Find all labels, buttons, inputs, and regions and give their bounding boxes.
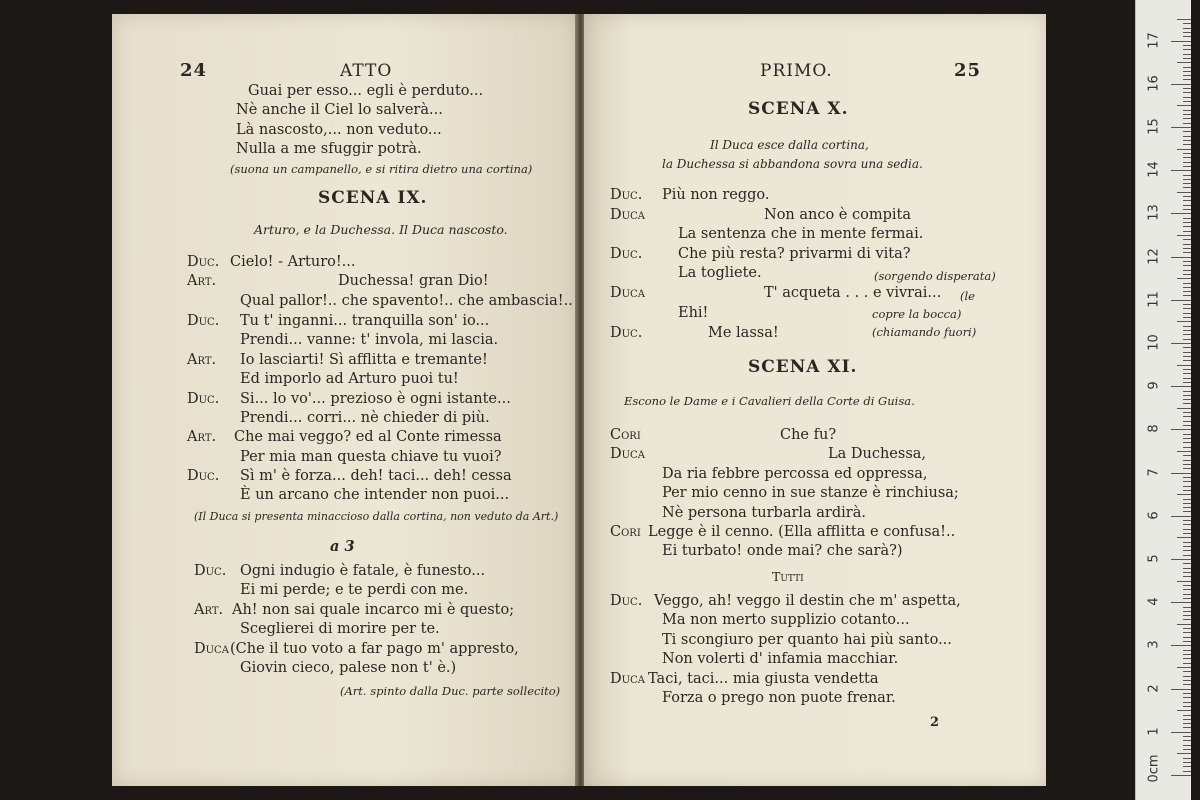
ruler-number: 1 bbox=[1146, 727, 1162, 736]
ruler-tick bbox=[1183, 283, 1191, 284]
ruler-tick bbox=[1183, 166, 1191, 167]
ruler-tick bbox=[1183, 131, 1191, 132]
dialogue-line: Sì m' è forza... deh! taci... deh! cessa bbox=[240, 468, 512, 484]
ruler-tick bbox=[1183, 239, 1191, 240]
left-page bbox=[112, 14, 577, 786]
ruler-number: 4 bbox=[1146, 597, 1162, 606]
ruler-tick bbox=[1183, 265, 1191, 266]
ruler-tick bbox=[1177, 581, 1191, 582]
ruler-tick bbox=[1183, 607, 1191, 608]
speaker: Cori bbox=[610, 427, 641, 443]
ruler-tick bbox=[1177, 321, 1191, 322]
ruler-tick bbox=[1183, 162, 1191, 163]
ruler-tick bbox=[1183, 352, 1191, 353]
ruler-tick bbox=[1183, 555, 1191, 556]
ruler-tick bbox=[1183, 23, 1191, 24]
stage-direction: (chiamando fuori) bbox=[872, 325, 977, 339]
ruler-number: 16 bbox=[1146, 75, 1162, 92]
ruler-tick bbox=[1171, 257, 1191, 258]
dialogue-line: Ed imporlo ad Arturo puoi tu! bbox=[240, 371, 459, 387]
speaker: Duc. bbox=[194, 563, 227, 579]
ruler-tick bbox=[1183, 520, 1191, 521]
dialogue-line: Qual pallor!.. che spavento!.. che ambascia!.. bbox=[240, 293, 573, 309]
ruler-tick bbox=[1183, 291, 1191, 292]
ruler-tick bbox=[1183, 287, 1191, 288]
ruler-tick bbox=[1183, 758, 1191, 759]
ruler-number: 2 bbox=[1146, 683, 1162, 693]
stage-direction: (Il Duca si presenta minaccioso dalla cortina, non veduto da Art.) bbox=[194, 510, 559, 523]
book bbox=[112, 14, 1046, 786]
dialogue-line: T' acqueta . . . e vivrai... bbox=[764, 285, 942, 301]
dialogue-line: Me lassa! bbox=[708, 325, 779, 341]
ruler-tick bbox=[1183, 226, 1191, 227]
ruler-number: 7 bbox=[1146, 467, 1162, 477]
ruler-tick bbox=[1183, 529, 1191, 530]
ruler-tick bbox=[1183, 619, 1191, 620]
ruler-number: 10 bbox=[1146, 334, 1162, 351]
ruler-tick bbox=[1183, 598, 1191, 599]
ruler-tick bbox=[1183, 650, 1191, 651]
ruler-tick bbox=[1183, 153, 1191, 154]
dialogue-line: Più non reggo. bbox=[662, 187, 770, 203]
dialogue-line: Prendi... vanne: t' invola, mi lascia. bbox=[240, 332, 499, 348]
ruler-tick bbox=[1183, 196, 1191, 197]
ruler-tick bbox=[1183, 693, 1191, 694]
ruler-tick bbox=[1183, 79, 1191, 80]
ruler-tick bbox=[1183, 231, 1191, 232]
ruler-tick bbox=[1183, 75, 1191, 76]
ruler-tick bbox=[1183, 412, 1191, 413]
ruler-tick bbox=[1171, 127, 1191, 128]
ruler-tick bbox=[1171, 84, 1191, 85]
ruler-tick bbox=[1183, 317, 1191, 318]
ruler-tick bbox=[1183, 460, 1191, 461]
ruler-tick bbox=[1183, 563, 1191, 564]
speaker: Duca bbox=[194, 641, 229, 657]
ruler-tick bbox=[1183, 684, 1191, 685]
dialogue-line: Non anco è compita bbox=[764, 207, 911, 223]
ruler-tick bbox=[1177, 192, 1191, 193]
ruler-tick bbox=[1183, 585, 1191, 586]
ruler-tick bbox=[1183, 395, 1191, 396]
ruler-tick bbox=[1183, 261, 1191, 262]
verse-line: Nè anche il Ciel lo salverà... bbox=[236, 102, 443, 118]
ruler-tick bbox=[1183, 356, 1191, 357]
ruler-tick bbox=[1183, 749, 1191, 750]
ruler-tick bbox=[1171, 516, 1191, 517]
ruler-tick bbox=[1183, 205, 1191, 206]
ruler-tick bbox=[1171, 213, 1191, 214]
dialogue-line: Ma non merto supplizio cotanto... bbox=[662, 612, 910, 628]
right-page bbox=[584, 14, 1046, 786]
ruler-number: 12 bbox=[1146, 247, 1162, 265]
speaker: Art. bbox=[187, 352, 217, 368]
ruler-tick bbox=[1183, 382, 1191, 383]
ruler-tick bbox=[1183, 706, 1191, 707]
ruler-number: 11 bbox=[1146, 291, 1162, 308]
scene-cast: Escono le Dame e i Cavalieri della Corte di Guisa. bbox=[624, 394, 915, 408]
dialogue-line: Nè persona turbarla ardirà. bbox=[662, 505, 866, 521]
ruler-tick bbox=[1183, 144, 1191, 145]
ruler-tick bbox=[1183, 702, 1191, 703]
ruler-tick bbox=[1183, 568, 1191, 569]
ruler-number: 14 bbox=[1146, 161, 1162, 178]
verse-line: Nulla a me sfuggir potrà. bbox=[236, 141, 422, 157]
ruler-tick bbox=[1183, 745, 1191, 746]
ruler-tick bbox=[1183, 736, 1191, 737]
ruler-tick bbox=[1183, 123, 1191, 124]
speaker: Duca bbox=[610, 207, 645, 223]
speaker: Duc. bbox=[187, 313, 220, 329]
ruler-tick bbox=[1183, 499, 1191, 500]
ruler-tick bbox=[1183, 490, 1191, 491]
speaker: Duca bbox=[610, 285, 645, 301]
ruler-tick bbox=[1183, 524, 1191, 525]
scene-cast: Arturo, e la Duchessa. Il Duca nascosto. bbox=[254, 222, 508, 237]
page-number-left: 24 bbox=[180, 60, 208, 81]
ruler-tick bbox=[1171, 689, 1191, 690]
ruler-tick bbox=[1183, 658, 1191, 659]
ruler-tick bbox=[1183, 611, 1191, 612]
ruler-tick bbox=[1183, 533, 1191, 534]
stage-direction: copre la bocca) bbox=[872, 307, 962, 321]
ruler-number: 5 bbox=[1146, 554, 1162, 563]
dialogue-line: La sentenza che in mente fermai. bbox=[678, 226, 924, 242]
ruler-tick bbox=[1183, 175, 1191, 176]
ruler-number: 13 bbox=[1146, 204, 1162, 222]
ruler-tick bbox=[1183, 403, 1191, 404]
ruler-number: 15 bbox=[1146, 118, 1162, 135]
speaker: Art. bbox=[194, 602, 224, 618]
ruler-tick bbox=[1183, 615, 1191, 616]
speaker: Duc. bbox=[187, 391, 220, 407]
ruler-tick bbox=[1183, 486, 1191, 487]
ruler-tick bbox=[1183, 92, 1191, 93]
ruler-tick bbox=[1183, 183, 1191, 184]
ruler-tick bbox=[1183, 58, 1191, 59]
ruler-number: 6 bbox=[1146, 511, 1162, 520]
ruler-tick bbox=[1183, 71, 1191, 72]
dialogue-line: Non volerti d' infamia macchiar. bbox=[662, 651, 899, 667]
ruler-tick bbox=[1171, 732, 1191, 733]
ruler-tick bbox=[1183, 723, 1191, 724]
stage-direction: (Art. spinto dalla Duc. parte sollecito) bbox=[340, 684, 561, 698]
ruler-tick bbox=[1183, 550, 1191, 551]
ruler-tick bbox=[1183, 481, 1191, 482]
ruler-tick bbox=[1183, 304, 1191, 305]
ruler-tick bbox=[1183, 680, 1191, 681]
ruler-tick bbox=[1183, 140, 1191, 141]
scene-title: SCENA IX. bbox=[318, 188, 428, 208]
ruler-tick bbox=[1183, 244, 1191, 245]
ruler-tick bbox=[1177, 149, 1191, 150]
ruler-tick bbox=[1177, 494, 1191, 495]
dialogue-line: Taci, taci... mia giusta vendetta bbox=[648, 671, 879, 687]
ruler-tick bbox=[1171, 41, 1191, 42]
ruler-tick bbox=[1183, 49, 1191, 50]
ruler-tick bbox=[1183, 88, 1191, 89]
ruler-tick bbox=[1183, 594, 1191, 595]
ruler-tick bbox=[1183, 632, 1191, 633]
speaker: Duc. bbox=[610, 593, 643, 609]
ruler-number: 8 bbox=[1146, 424, 1162, 434]
tutti-heading: Tutti bbox=[772, 569, 804, 584]
ruler-tick bbox=[1183, 97, 1191, 98]
ruler-tick bbox=[1177, 753, 1191, 754]
ruler-tick bbox=[1183, 326, 1191, 327]
ruler-tick bbox=[1171, 602, 1191, 603]
ruler-tick bbox=[1183, 45, 1191, 46]
ruler-tick bbox=[1171, 775, 1191, 776]
ruler-number: 3 bbox=[1146, 640, 1162, 650]
ruler-tick bbox=[1183, 222, 1191, 223]
dialogue-line: Ah! non sai quale incarco mi è questo; bbox=[232, 602, 515, 618]
ruler-tick bbox=[1183, 447, 1191, 448]
ruler-tick bbox=[1183, 252, 1191, 253]
ruler-unit-label: 0cm bbox=[1146, 754, 1162, 783]
ruler-tick bbox=[1183, 118, 1191, 119]
dialogue-line: Forza o prego non puote frenar. bbox=[662, 690, 896, 706]
ruler-tick bbox=[1183, 434, 1191, 435]
ruler-tick bbox=[1177, 365, 1191, 366]
ruler-tick bbox=[1183, 391, 1191, 392]
ruler-tick bbox=[1183, 654, 1191, 655]
speaker: Duc. bbox=[610, 325, 643, 341]
page-number-right: 25 bbox=[954, 60, 982, 81]
ruler-tick bbox=[1177, 62, 1191, 63]
dialogue-line: La Duchessa, bbox=[828, 446, 927, 462]
ruler-tick bbox=[1183, 455, 1191, 456]
ruler-tick bbox=[1183, 438, 1191, 439]
dialogue-line: Duchessa! gran Dio! bbox=[338, 273, 489, 289]
ruler-tick bbox=[1183, 762, 1191, 763]
ruler-tick bbox=[1183, 740, 1191, 741]
ruler-tick bbox=[1171, 645, 1191, 646]
ruler-tick bbox=[1183, 719, 1191, 720]
ruler-tick bbox=[1183, 477, 1191, 478]
ruler-tick bbox=[1183, 676, 1191, 677]
ruler-tick bbox=[1183, 187, 1191, 188]
ruler-tick bbox=[1177, 624, 1191, 625]
ruler-tick bbox=[1183, 339, 1191, 340]
ruler-tick bbox=[1183, 334, 1191, 335]
ruler-tick bbox=[1183, 67, 1191, 68]
dialogue-line: Che mai veggo? ed al Conte rimessa bbox=[234, 429, 502, 445]
dialogue-line: Giovin cieco, palese non t' è.) bbox=[240, 660, 457, 676]
ruler-tick bbox=[1177, 19, 1191, 20]
ruler-tick bbox=[1183, 637, 1191, 638]
dialogue-line: Per mio cenno in sue stanze è rinchiusa; bbox=[662, 485, 959, 501]
ruler-number: 17 bbox=[1146, 31, 1162, 49]
speaker: Duc. bbox=[610, 187, 643, 203]
ruler-tick bbox=[1183, 295, 1191, 296]
dialogue-line: È un arcano che intender non puoi... bbox=[240, 487, 510, 503]
ruler-tick bbox=[1183, 671, 1191, 672]
ruler-tick bbox=[1183, 114, 1191, 115]
ruler-tick bbox=[1177, 451, 1191, 452]
stage-direction: (suona un campanello, e si ritira dietro una cortina) bbox=[230, 162, 533, 176]
speaker: Cori bbox=[610, 524, 641, 540]
ruler-tick bbox=[1171, 300, 1191, 301]
ruler-tick bbox=[1183, 468, 1191, 469]
ruler-tick bbox=[1183, 347, 1191, 348]
speaker: Duc. bbox=[187, 254, 220, 270]
ruler-tick bbox=[1183, 373, 1191, 374]
ruler-tick bbox=[1183, 157, 1191, 158]
ruler-tick bbox=[1183, 663, 1191, 664]
measurement-ruler bbox=[1135, 0, 1191, 800]
ruler-tick bbox=[1183, 546, 1191, 547]
ruler-tick bbox=[1183, 110, 1191, 111]
ruler-tick bbox=[1183, 421, 1191, 422]
ruler-tick bbox=[1183, 572, 1191, 573]
ruler-tick bbox=[1183, 464, 1191, 465]
ruler-tick bbox=[1183, 416, 1191, 417]
ruler-tick bbox=[1171, 343, 1191, 344]
dialogue-line: Cielo! - Arturo!... bbox=[230, 254, 356, 270]
ruler-tick bbox=[1171, 429, 1191, 430]
signature-mark: 2 bbox=[930, 715, 940, 730]
ruler-tick bbox=[1183, 425, 1191, 426]
ruler-tick bbox=[1183, 313, 1191, 314]
speaker: Art. bbox=[187, 273, 217, 289]
speaker: Art. bbox=[187, 429, 217, 445]
ruler-tick bbox=[1183, 360, 1191, 361]
dialogue-line: Ei turbato! onde mai? che sarà?) bbox=[662, 543, 903, 559]
scene-cast: la Duchessa si abbandona sovra una sedia. bbox=[662, 157, 923, 171]
dialogue-line: Da ria febbre percossa ed oppressa, bbox=[662, 466, 928, 482]
dialogue-line: Che fu? bbox=[780, 427, 837, 443]
dialogue-line: La togliete. bbox=[678, 265, 762, 281]
dialogue-line: Ogni indugio è fatale, è funesto... bbox=[240, 563, 486, 579]
dialogue-line: Si... lo vo'... prezioso è ogni istante... bbox=[240, 391, 511, 407]
ruler-tick bbox=[1183, 248, 1191, 249]
verse-line: Guai per esso... egli è perduto... bbox=[248, 83, 484, 99]
stage-direction: (le bbox=[960, 289, 975, 303]
ruler-tick bbox=[1183, 697, 1191, 698]
ruler-tick bbox=[1171, 170, 1191, 171]
dialogue-line: Ei mi perde; e te perdi con me. bbox=[240, 582, 469, 598]
dialogue-line: Tu t' inganni... tranquilla son' io... bbox=[240, 313, 490, 329]
dialogue-line: Ti scongiuro per quanto hai più santo... bbox=[662, 632, 952, 648]
ruler-tick bbox=[1183, 308, 1191, 309]
dialogue-line: Sceglierei di morire per te. bbox=[240, 621, 440, 637]
ruler-tick bbox=[1183, 766, 1191, 767]
scene-cast: Il Duca esce dalla cortina, bbox=[710, 138, 869, 152]
scene-title: SCENA X. bbox=[748, 99, 849, 119]
ruler-tick bbox=[1183, 641, 1191, 642]
running-head-left: ATTO bbox=[340, 61, 393, 81]
dialogue-line: Legge è il cenno. (Ella afflitta e confusa!.. bbox=[648, 524, 956, 540]
ruler-tick bbox=[1177, 105, 1191, 106]
ruler-tick bbox=[1183, 503, 1191, 504]
ruler-tick bbox=[1183, 378, 1191, 379]
ruler-tick bbox=[1177, 667, 1191, 668]
ruler-tick bbox=[1183, 511, 1191, 512]
dialogue-line: Veggo, ah! veggo il destin che m' aspetta, bbox=[654, 593, 961, 609]
ruler-tick bbox=[1183, 101, 1191, 102]
ruler-tick bbox=[1183, 369, 1191, 370]
ruler-tick bbox=[1177, 710, 1191, 711]
dialogue-line: Ehi! bbox=[678, 305, 709, 321]
ruler-tick bbox=[1183, 209, 1191, 210]
ruler-tick bbox=[1177, 408, 1191, 409]
ruler-tick bbox=[1183, 507, 1191, 508]
speaker: Duca bbox=[610, 446, 645, 462]
ruler-tick bbox=[1171, 559, 1191, 560]
ruler-tick bbox=[1183, 136, 1191, 137]
ruler-tick bbox=[1183, 542, 1191, 543]
dialogue-line: Per mia man questa chiave tu vuoi? bbox=[240, 449, 502, 465]
speaker: Duc. bbox=[610, 246, 643, 262]
dialogue-line: (Che il tuo voto a far pago m' appresto, bbox=[230, 641, 519, 657]
ruler-tick bbox=[1183, 274, 1191, 275]
ruler-number: 9 bbox=[1146, 381, 1162, 390]
running-head-right: PRIMO. bbox=[760, 61, 833, 81]
ruler-tick bbox=[1183, 715, 1191, 716]
speaker: Duc. bbox=[187, 468, 220, 484]
speaker: Duca bbox=[610, 671, 645, 687]
dialogue-line: Che più resta? privarmi di vita? bbox=[678, 246, 911, 262]
stage-direction: (sorgendo disperata) bbox=[874, 269, 996, 283]
ruler-tick bbox=[1183, 399, 1191, 400]
a3-heading: a 3 bbox=[330, 538, 355, 555]
ruler-tick bbox=[1183, 771, 1191, 772]
ruler-tick bbox=[1183, 628, 1191, 629]
scene-title: SCENA XI. bbox=[748, 357, 858, 377]
ruler-tick bbox=[1183, 576, 1191, 577]
ruler-tick bbox=[1183, 270, 1191, 271]
dialogue-line: Io lasciarti! Sì afflitta e tremante! bbox=[240, 352, 488, 368]
ruler-tick bbox=[1183, 36, 1191, 37]
ruler-tick bbox=[1183, 200, 1191, 201]
ruler-tick bbox=[1183, 218, 1191, 219]
dialogue-line: Prendi... corri... nè chieder di più. bbox=[240, 410, 490, 426]
ruler-tick bbox=[1183, 179, 1191, 180]
ruler-tick bbox=[1183, 442, 1191, 443]
ruler-tick bbox=[1177, 278, 1191, 279]
ruler-tick bbox=[1183, 727, 1191, 728]
ruler-tick bbox=[1183, 32, 1191, 33]
ruler-tick bbox=[1177, 235, 1191, 236]
verse-line: Là nascosto,... non veduto... bbox=[236, 122, 442, 138]
ruler-tick bbox=[1177, 537, 1191, 538]
ruler-tick bbox=[1171, 473, 1191, 474]
ruler-tick bbox=[1183, 54, 1191, 55]
ruler-tick bbox=[1171, 386, 1191, 387]
ruler-tick bbox=[1183, 330, 1191, 331]
ruler-tick bbox=[1183, 28, 1191, 29]
ruler-tick bbox=[1183, 589, 1191, 590]
